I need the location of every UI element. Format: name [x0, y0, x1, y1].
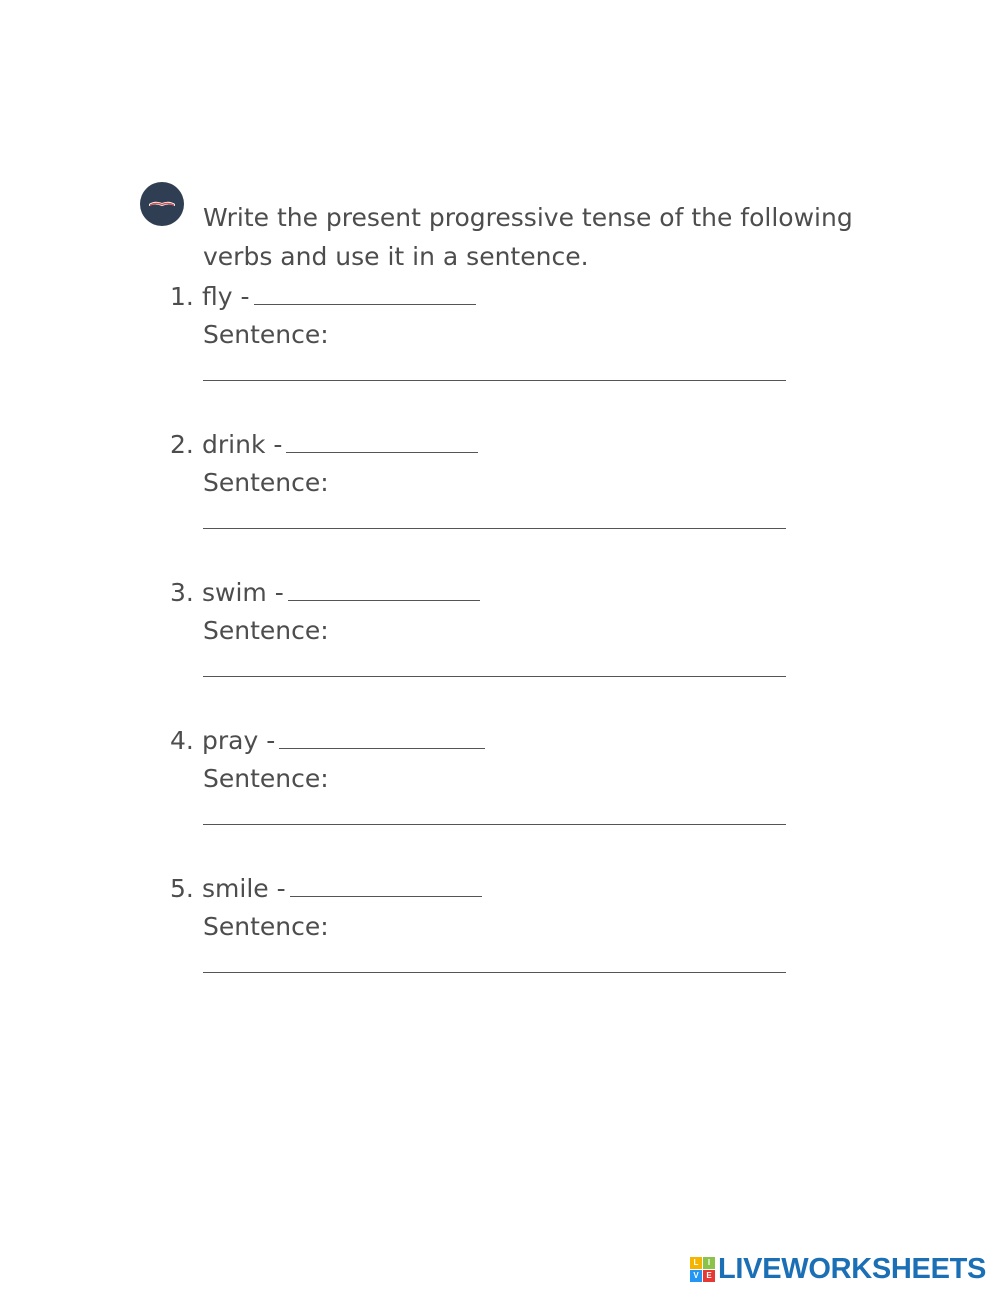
logo-blocks-icon	[690, 1257, 715, 1282]
sentence-answer-blank[interactable]	[203, 528, 786, 529]
verb-line	[170, 280, 476, 314]
verb-label: pray -	[202, 726, 276, 755]
verb-answer-blank[interactable]	[288, 576, 480, 601]
item-number: 5.	[170, 874, 194, 903]
sentence-answer-blank[interactable]	[203, 380, 786, 381]
instructions-line-1: Write the present progressive tense of the following	[203, 203, 853, 232]
verb-answer-blank[interactable]	[286, 428, 478, 453]
sentence-label: Sentence:	[203, 616, 329, 645]
sentence-answer-blank[interactable]	[203, 676, 786, 677]
sentence-label: Sentence:	[203, 468, 329, 497]
verb-label: drink -	[202, 430, 283, 459]
sentence-label: Sentence:	[203, 764, 329, 793]
logo-block: V	[690, 1270, 702, 1282]
sentence-answer-blank[interactable]	[203, 824, 786, 825]
verb-answer-blank[interactable]	[254, 280, 476, 305]
book-badge-icon	[140, 182, 184, 226]
verb-answer-blank[interactable]	[279, 724, 485, 749]
verb-line	[170, 576, 480, 610]
sentence-label: Sentence:	[203, 912, 329, 941]
verb-label: swim -	[202, 578, 284, 607]
sentence-label: Sentence:	[203, 320, 329, 349]
logo-block: L	[690, 1257, 702, 1269]
verb-line	[170, 872, 482, 906]
logo-block: E	[703, 1270, 715, 1282]
verb-line	[170, 428, 478, 462]
verb-answer-blank[interactable]	[290, 872, 482, 897]
instructions-line-2: verbs and use it in a sentence.	[203, 242, 589, 271]
liveworksheets-logo	[690, 1252, 986, 1286]
verb-label: smile -	[202, 874, 286, 903]
instructions	[203, 198, 923, 276]
logo-block: I	[703, 1257, 715, 1269]
verb-line	[170, 724, 485, 758]
item-number: 1.	[170, 282, 194, 311]
logo-text: LIVEWORKSHEETS	[718, 1252, 987, 1285]
item-number: 2.	[170, 430, 194, 459]
verb-label: fly -	[202, 282, 250, 311]
item-number: 4.	[170, 726, 194, 755]
item-number: 3.	[170, 578, 194, 607]
sentence-answer-blank[interactable]	[203, 972, 786, 973]
